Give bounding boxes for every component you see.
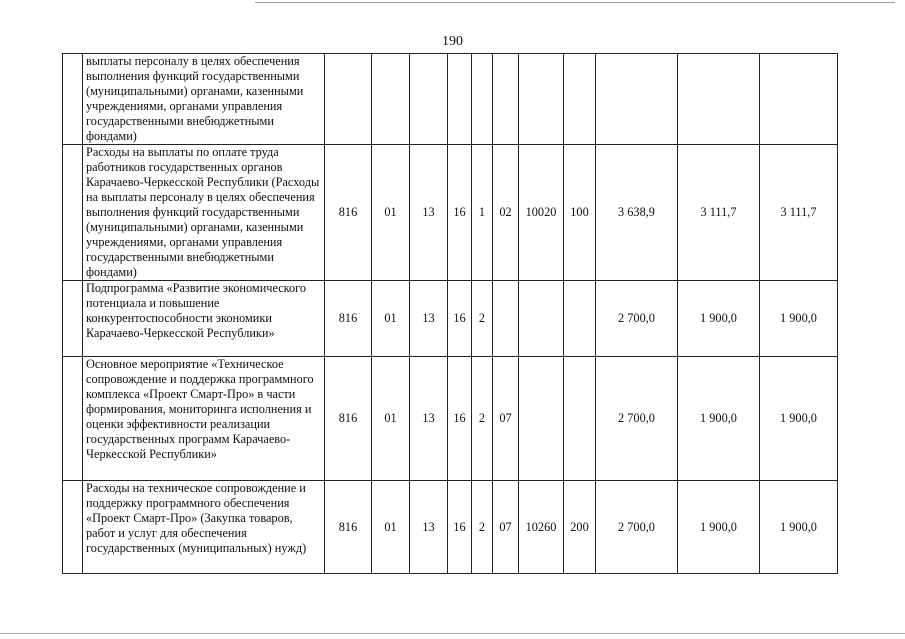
- section-code-cell: 01: [372, 281, 410, 357]
- item-name-cell: Подпрограмма «Развитие экономического потенциала и повышение конкурентоспособности экономики Карачаево-Черкесской Республики»: [83, 281, 325, 357]
- amount-year1-cell: 3 638,9: [596, 145, 678, 281]
- amount-year2-cell: 1 900,0: [678, 281, 760, 357]
- subprogram-code-cell: 2: [472, 481, 493, 574]
- measure-code-cell: 02: [493, 145, 519, 281]
- amount-year2-cell: 1 900,0: [678, 357, 760, 481]
- direction-code-cell: 10260: [519, 481, 564, 574]
- direction-code-cell: 10020: [519, 145, 564, 281]
- subsection-code-cell: 13: [410, 281, 448, 357]
- section-code-cell: [372, 54, 410, 145]
- table-row: [63, 54, 838, 145]
- scan-top-edge-line: [255, 2, 895, 3]
- table-row: [63, 281, 838, 357]
- program-code-cell: 16: [448, 481, 472, 574]
- amount-year2-cell: 1 900,0: [678, 481, 760, 574]
- section-code-cell: 01: [372, 145, 410, 281]
- direction-code-cell: [519, 54, 564, 145]
- subprogram-code-cell: 2: [472, 281, 493, 357]
- section-code-cell: 01: [372, 481, 410, 574]
- amount-year2-cell: [678, 54, 760, 145]
- table-row: [63, 145, 838, 281]
- budget-table: [62, 53, 838, 574]
- grbs-code-cell: 816: [325, 481, 372, 574]
- subsection-code-cell: [410, 54, 448, 145]
- program-code-cell: 16: [448, 145, 472, 281]
- expense-type-cell: [564, 54, 596, 145]
- amount-year1-cell: 2 700,0: [596, 481, 678, 574]
- measure-code-cell: 07: [493, 357, 519, 481]
- subprogram-code-cell: 1: [472, 145, 493, 281]
- program-code-cell: 16: [448, 357, 472, 481]
- expense-type-cell: 100: [564, 145, 596, 281]
- item-name-cell: Расходы на техническое сопровождение и поддержку программного обеспечения «Проект Смарт-Про» (Закупка товаров, работ и услуг для обеспечения государственных (муниципальных) нужд): [83, 481, 325, 574]
- subsection-code-cell: 13: [410, 481, 448, 574]
- expense-type-cell: 200: [564, 481, 596, 574]
- amount-year3-cell: 1 900,0: [760, 357, 838, 481]
- amount-year1-cell: [596, 54, 678, 145]
- grbs-code-cell: 816: [325, 145, 372, 281]
- row-number-cell: [63, 481, 83, 574]
- row-number-cell: [63, 54, 83, 145]
- item-name-cell: выплаты персоналу в целях обеспечения выполнения функций государственными (муниципальными) органами, казенными учреждениями, органами управления государственными внебюджетными фондами): [83, 54, 325, 145]
- grbs-code-cell: 816: [325, 281, 372, 357]
- grbs-code-cell: 816: [325, 357, 372, 481]
- amount-year3-cell: [760, 54, 838, 145]
- scan-bottom-edge-line: [0, 633, 905, 634]
- grbs-code-cell: [325, 54, 372, 145]
- row-number-cell: [63, 357, 83, 481]
- direction-code-cell: [519, 281, 564, 357]
- amount-year3-cell: 1 900,0: [760, 481, 838, 574]
- item-name-cell: Расходы на выплаты по оплате труда работников государственных органов Карачаево-Черкесской Республики (Расходы на выплаты персоналу в целях обеспечения выполнения функций государственными (муниципальными) органами, казенными учреждениями, органами управления государственными внебюджетными фондами): [83, 145, 325, 281]
- measure-code-cell: 07: [493, 481, 519, 574]
- measure-code-cell: [493, 281, 519, 357]
- amount-year1-cell: 2 700,0: [596, 281, 678, 357]
- amount-year3-cell: 1 900,0: [760, 281, 838, 357]
- page-number: 190: [442, 34, 463, 49]
- row-number-cell: [63, 281, 83, 357]
- expense-type-cell: [564, 281, 596, 357]
- amount-year3-cell: 3 111,7: [760, 145, 838, 281]
- expense-type-cell: [564, 357, 596, 481]
- subsection-code-cell: 13: [410, 145, 448, 281]
- program-code-cell: [448, 54, 472, 145]
- row-number-cell: [63, 145, 83, 281]
- table-row: [63, 481, 838, 574]
- subsection-code-cell: 13: [410, 357, 448, 481]
- direction-code-cell: [519, 357, 564, 481]
- subprogram-code-cell: 2: [472, 357, 493, 481]
- subprogram-code-cell: [472, 54, 493, 145]
- item-name-cell: Основное мероприятие «Техническое сопровождение и поддержка программного комплекса «Проект Смарт-Про» в части формирования, мониторинга исполнения и оценки эффективности реализации государственных программ Карачаево-Черкесской Республики»: [83, 357, 325, 481]
- amount-year2-cell: 3 111,7: [678, 145, 760, 281]
- table-row: [63, 357, 838, 481]
- section-code-cell: 01: [372, 357, 410, 481]
- measure-code-cell: [493, 54, 519, 145]
- program-code-cell: 16: [448, 281, 472, 357]
- amount-year1-cell: 2 700,0: [596, 357, 678, 481]
